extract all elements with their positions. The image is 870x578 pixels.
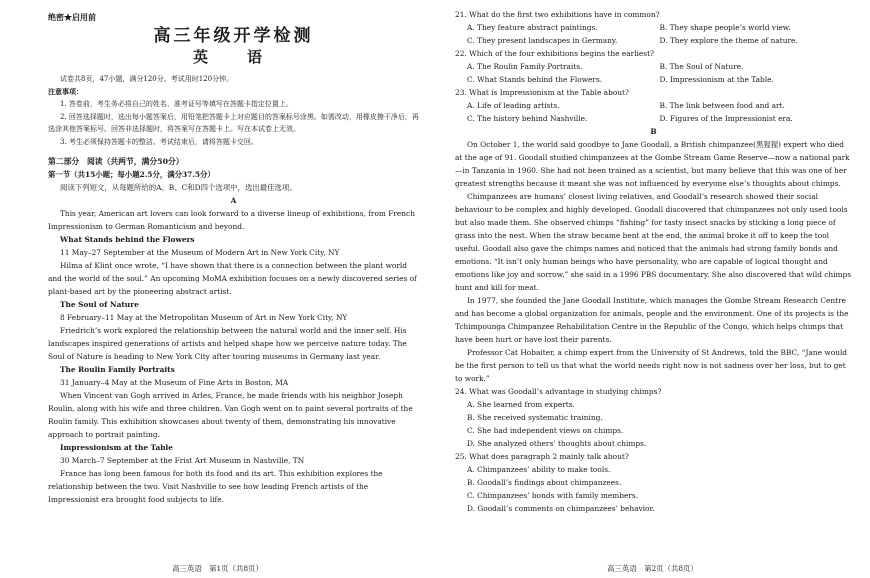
question-23 <box>455 86 852 125</box>
question-stem: 22. Which of the four exhibitions begins the earliest? <box>455 49 655 58</box>
page-footer: 高三英语 第2页（共8页） <box>607 564 698 573</box>
passage-paragraph: In 1977, she founded the Jane Goodall Institute, which manages the Gombe Stream Research Centre and has become a global organization for animals, people and the environment. One of its projects is the Tchimpounga Chimpanzee Rehabilitation Centre in the Republic of the Congo, which helps chimps that have been hurt or have lost their parents. <box>455 296 849 344</box>
option-b: B. The Soul of Nature. <box>659 62 744 71</box>
question-stem: 21. What do the first two exhibitions have in common? <box>455 10 660 19</box>
exhibit-text: When Vincent van Gogh arrived in Arles, France, he made friends with his neighbor Joseph Roulin, along with his wife and three children. Van Gogh went on to paint several portraits of the Roulin family. This exhibition showcases about twenty of them, demonstrating his innovative approach to portrait painting. <box>48 390 413 439</box>
exam-intro: 试卷共8页，47小题，满分120分。考试用时120分钟。 <box>60 75 234 83</box>
option-c: C. They present landscapes in Germany. <box>467 36 618 45</box>
section-heading: 第一节（共15小题；每小题2.5分，满分37.5分） <box>48 169 215 179</box>
exhibit-when: 8 February–11 May at the Metropolitan Museum of Art in New York City, NY <box>60 312 348 322</box>
notice-item: 1. 答卷前，考生务必将自己的姓名、准考证号等填写在答题卡指定位置上。 <box>60 100 293 109</box>
exhibit-name: What Stands behind the Flowers <box>60 234 195 244</box>
part-heading: 第二部分 阅读（共两节，满分50分） <box>48 156 184 166</box>
option-c: C. The history behind Nashville. <box>467 114 588 123</box>
page-right <box>435 0 870 578</box>
option-d: D. They explore the theme of nature. <box>659 36 798 45</box>
exhibit-when: 31 January–4 May at the Museum of Fine Arts in Boston, MA <box>60 377 289 387</box>
exhibit-text: Friedrich’s work explored the relationship between the natural world and the inner self. His landscapes inspired generations of artists and helped shape how we perceive nature today. The Soul of Nature is heading to New York City after touring museums in Germany last year. <box>48 325 407 361</box>
notice-title: 注意事项： <box>48 86 83 96</box>
option-a: A. Chimpanzees’ ability to make tools. <box>467 465 611 474</box>
option-b: B. Goodall’s findings about chimpanzees. <box>467 478 622 487</box>
exhibit-when: 30 March–7 September at the Frist Art Museum in Nashville, TN <box>60 455 305 465</box>
page-footer: 高三英语 第1页（共8页） <box>172 564 263 573</box>
question-stem: 25. What does paragraph 2 mainly talk about? <box>455 452 629 461</box>
option-a: A. She learned from experts. <box>467 400 575 409</box>
passage-intro: This year, American art lovers can look forward to a diverse lineup of exhibitions, from French Impressionism to German Romanticism and beyond. <box>48 208 415 231</box>
option-a: A. Life of leading artists. <box>467 101 560 110</box>
exam-subject: 英 语 <box>192 48 274 66</box>
question-stem: 24. What was Goodall’s advantage in studying chimps? <box>455 387 662 396</box>
option-d: D. Goodall’s comments on chimpanzees’ behavior. <box>467 504 655 513</box>
option-d: D. Impressionism at the Table. <box>659 75 774 84</box>
question-25 <box>455 450 852 515</box>
passage-letter-a: A <box>230 195 237 205</box>
option-c: C. What Stands behind the Flowers. <box>467 75 603 84</box>
option-b: B. They shape people’s world view. <box>659 23 791 32</box>
option-d: D. Figures of the Impressionist era. <box>659 114 793 123</box>
option-d: D. She analyzed others’ thoughts about chimps. <box>467 439 647 448</box>
question-22 <box>455 47 852 86</box>
passage-paragraph: Chimpanzees are humans’ closest living relatives, and Goodall’s research showed their social behaviour to be complex and highly developed. Goodall discovered that chimpanzees not only used tools but also made them. She observed chimps “fishing” for tasty insect snacks by sticking a long piece of grass into the nest. When the straw became bent at the end, the animal broke it off to keep the tool useful. Goodall also gave the chimps names and noticed that the animals had strong family bonds and emotions. “It isn’t only human beings who have personality, who are capable of logical thought and emotions like joy and sorrow,” she said in a 1996 PBS documentary. She also discovered that wild chimps hunt and kill for meat. <box>455 192 852 292</box>
exhibit-name: The Soul of Nature <box>60 299 139 309</box>
question-21 <box>455 8 852 47</box>
option-b: B. She received systematic training. <box>467 413 603 422</box>
exam-title: 高三年级开学检测 <box>153 26 314 46</box>
option-c: C. She had independent views on chimps. <box>467 426 624 435</box>
passage-paragraph: On October 1, the world said goodbye to Jane Goodall, a British chimpanzee(黑猩猩) expert who died at the age of 91. Goodall studied chimpanzees at the Gombe Stream Game Reserve—now a national park—in Tanzania in 1960. She had not been trained as a scientist, but many believe that this was one of her greatest strengths because it meant she was not influenced by everyone else’s thoughts about chimps. <box>455 140 850 188</box>
exhibit-when: 11 May–27 September at the Museum of Modern Art in New York City, NY <box>60 247 340 257</box>
notice-item: 3. 考生必须保持答题卡的整洁。考试结束后，请将答题卡交回。 <box>60 137 258 146</box>
notice-item: 2. 回答选择题时，选出每小题答案后，用铅笔把答题卡上对应题目的答案标号涂黑。如需改动，用橡皮擦干净后，再选涂其他答案标号。回答非选择题时，将答案写在答题卡上。写在本试卷上无效。 <box>48 112 419 134</box>
exhibit-text: France has long been famous for both its food and its art. This exhibition explores the relationship between the two. Visit Nashville to see how leading French artists of the Impressionist era brought food subjects to life. <box>48 468 383 504</box>
exhibit-name: The Roulin Family Portraits <box>60 364 175 374</box>
directions: 阅读下列短文，从每题所给的A、B、C和D四个选项中，选出最佳选项。 <box>60 182 297 192</box>
option-a: A. The Roulin Family Portraits. <box>467 62 583 71</box>
question-stem: 23. What is Impressionism at the Table about? <box>455 88 629 97</box>
exhibit-name: Impressionism at the Table <box>60 442 173 452</box>
secret-label: 绝密★启用前 <box>48 12 96 22</box>
passage-paragraph: Professor Cat Hobaiter, a chimp expert from the University of St Andrews, told the BBC, “Jane would be the first person to tell us that what the world needs right now is not sadness over her loss, but to get to work.” <box>455 348 848 383</box>
question-24 <box>455 385 852 450</box>
passage-letter-b: B <box>650 127 657 136</box>
option-a: A. They feature abstract paintings. <box>467 23 598 32</box>
option-c: C. Chimpanzees’ bonds with family members. <box>467 491 639 500</box>
option-b: B. The link between food and art. <box>659 101 785 110</box>
exhibit-text: Hilma af Klint once wrote, “I have shown that there is a connection between the plant world and the world of the soul.” An upcoming MoMA exhibition focuses on a newly discovered series of plant-based art by the pioneering abstract artist. <box>48 260 417 296</box>
